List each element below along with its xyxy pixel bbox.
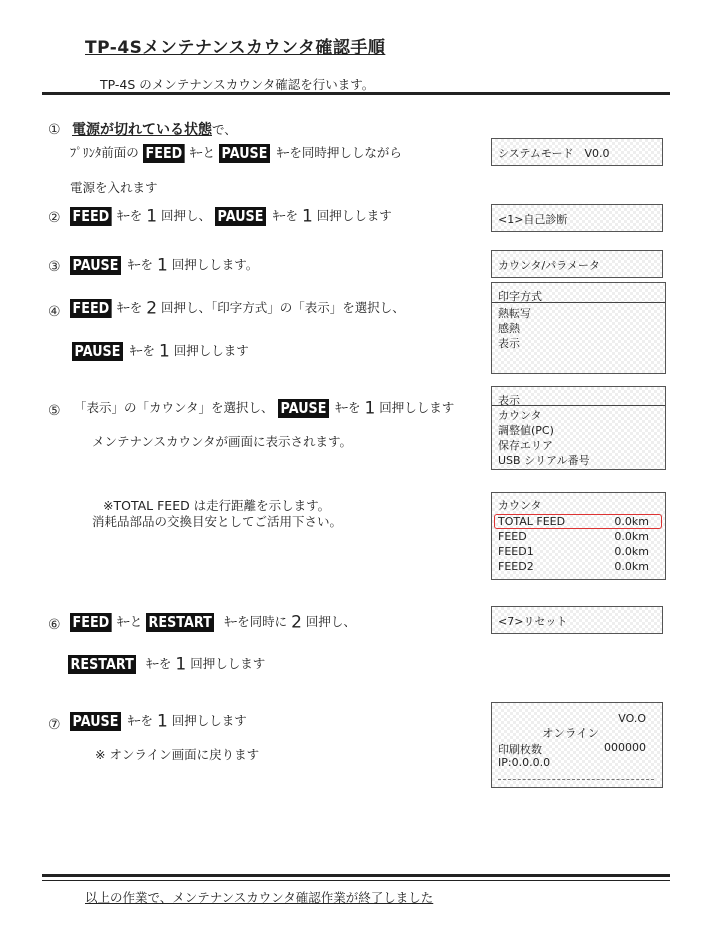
step-1-head-tail: で、 xyxy=(212,122,237,137)
feed-key: FEED xyxy=(143,144,185,163)
step-7-a: ｷｰを xyxy=(127,713,153,728)
step-2-n1: 1 xyxy=(146,206,158,227)
step-3-b: 回押しします。 xyxy=(171,257,259,272)
step-3-text xyxy=(70,255,258,276)
lcd-system-mode-text: システムモード V0.0 xyxy=(498,147,610,160)
lcd-counter-label: FEED xyxy=(498,530,527,543)
pause-key: PAUSE xyxy=(70,256,121,275)
step-6-a: ｷｰと xyxy=(117,614,143,629)
lcd-self-diagnosis xyxy=(491,204,663,232)
step-4-b: 回押し、「印字方式」の「表示」を選択し、 xyxy=(161,300,405,315)
step-3-a: ｷｰを xyxy=(127,257,153,272)
pause-key: PAUSE xyxy=(219,144,270,163)
lcd-counter-value: 0.0km xyxy=(614,545,649,558)
step-2-a: ｷｰを xyxy=(117,208,143,223)
lcd-print-header: 印字方式 xyxy=(498,290,542,303)
lcd-online-divider xyxy=(498,779,654,780)
step-6-number: ⑥ xyxy=(48,617,61,633)
step-2-b: 回押し、 xyxy=(161,208,212,223)
step-1-number: ① xyxy=(48,122,61,138)
lcd-display-item: 保存エリア xyxy=(498,439,553,452)
feed-key: FEED xyxy=(70,299,112,318)
step-5-note-1: ※TOTAL FEED は走行距離を示します。 xyxy=(103,498,331,513)
lcd-online-status: オンライン xyxy=(542,726,600,740)
lcd-reset-text: <7>リセット xyxy=(498,615,568,628)
lcd-print-divider xyxy=(492,302,665,303)
step-2-n2: 1 xyxy=(301,206,313,227)
step-7-line-2: ※ オンライン画面に戻ります xyxy=(95,747,260,762)
intro-text: TP-4S のメンテナンスカウンタ確認を行います。 xyxy=(100,77,375,92)
step-6-n2: 1 xyxy=(175,654,187,675)
step-1-line-2 xyxy=(70,143,402,163)
divider-bottom xyxy=(42,874,670,877)
lcd-online-ip: IP:0.0.0.0 xyxy=(498,756,551,769)
step-4-text-2 xyxy=(72,341,249,362)
lcd-counter xyxy=(491,492,666,580)
step-4-n2: 1 xyxy=(158,341,170,362)
lcd-counter-label: TOTAL FEED xyxy=(498,515,566,528)
step-1-l2a: ﾌﾟﾘﾝﾀ前面の xyxy=(70,145,139,160)
restart-key: RESTART xyxy=(68,655,136,674)
step-5-line-2: メンテナンスカウンタが画面に表示されます。 xyxy=(92,434,353,449)
step-7-n1: 1 xyxy=(156,711,168,732)
step-4-text xyxy=(70,298,405,319)
step-4-a: ｷｰを xyxy=(117,300,143,315)
step-1-l2c: ｷｰを同時押ししながら xyxy=(276,145,402,160)
step-4-n1: 2 xyxy=(146,298,158,319)
step-4-d: 回押しします xyxy=(173,343,249,358)
pause-key: PAUSE xyxy=(70,712,121,731)
pause-key: PAUSE xyxy=(215,207,266,226)
lcd-self-diagnosis-text: <1>自己診断 xyxy=(498,213,568,226)
step-1-head: 電源が切れている状態 xyxy=(72,122,212,138)
lcd-print-item: 感熱 xyxy=(498,322,520,335)
lcd-counter-value: 0.0km xyxy=(614,560,649,573)
lcd-online-version: VO.O xyxy=(618,712,646,725)
lcd-display-item: 調整値(PC) xyxy=(498,424,554,437)
lcd-display-item: カウンタ xyxy=(498,409,542,422)
lcd-print-item: 熱転写 xyxy=(498,307,531,320)
step-5-a: 「表示」の「カウンタ」を選択し、 xyxy=(74,400,274,415)
step-6-text-2 xyxy=(68,654,265,675)
feed-key: FEED xyxy=(70,613,112,632)
step-6-c: 回押し、 xyxy=(305,614,356,629)
step-5-c: 回押しします xyxy=(379,400,455,415)
step-5-text xyxy=(74,398,454,419)
step-4-c: ｷｰを xyxy=(129,343,155,358)
lcd-display-item: USB シリアル番号 xyxy=(498,454,590,467)
step-6-e: 回押しします xyxy=(190,656,266,671)
lcd-counter-header: カウンタ xyxy=(498,499,542,512)
step-5-number: ⑤ xyxy=(48,403,61,419)
lcd-counter-label: FEED2 xyxy=(498,560,534,573)
step-6-b: ｷｰを同時に xyxy=(224,614,288,629)
step-5-n1: 1 xyxy=(364,398,376,419)
pause-key: PAUSE xyxy=(278,399,329,418)
feed-key: FEED xyxy=(70,207,112,226)
step-5-b: ｷｰを xyxy=(335,400,361,415)
footer-text: 以上の作業で、メンテナンスカウンタ確認作業が終了しました xyxy=(85,890,434,905)
step-7-number: ⑦ xyxy=(48,717,61,733)
step-2-number: ② xyxy=(48,210,61,226)
step-3-number: ③ xyxy=(48,259,61,275)
step-2-d: 回押しします xyxy=(316,208,392,223)
lcd-counter-value: 0.0km xyxy=(614,530,649,543)
lcd-display-divider xyxy=(492,405,665,406)
step-1-line-3: 電源を入れます xyxy=(70,180,158,195)
step-1-l2b: ｷｰと xyxy=(189,145,215,160)
divider-top xyxy=(42,92,670,95)
step-6-n1: 2 xyxy=(291,612,302,633)
lcd-print-method xyxy=(491,282,666,374)
step-6-text xyxy=(70,612,356,633)
lcd-display-menu xyxy=(491,386,666,470)
page-title: TP-4Sメンテナンスカウンタ確認手順 xyxy=(85,38,386,58)
lcd-reset xyxy=(491,606,663,634)
lcd-online xyxy=(491,702,663,788)
lcd-display-header: 表示 xyxy=(498,394,520,407)
restart-key: RESTART xyxy=(146,613,214,632)
step-3-n1: 1 xyxy=(156,255,168,276)
lcd-counter-param xyxy=(491,250,663,278)
lcd-counter-label: FEED1 xyxy=(498,545,534,558)
step-5-note-2: 消耗品部品の交換目安としてご活用下さい。 xyxy=(92,514,343,529)
lcd-online-label: 印刷枚数 xyxy=(498,743,542,756)
lcd-print-item: 表示 xyxy=(498,337,520,350)
lcd-online-count: 000000 xyxy=(604,741,646,754)
step-7-text xyxy=(70,711,247,732)
step-1-heading xyxy=(72,119,237,139)
step-2-text xyxy=(70,206,392,227)
lcd-counter-value: 0.0km xyxy=(614,515,649,528)
step-4-number: ④ xyxy=(48,304,61,320)
lcd-system-mode xyxy=(491,138,663,166)
step-6-d: ｷｰを xyxy=(146,656,172,671)
divider-bottom-thin xyxy=(42,880,670,881)
pause-key: PAUSE xyxy=(72,342,123,361)
step-2-c: ｷｰを xyxy=(272,208,298,223)
step-7-b: 回押しします xyxy=(171,713,247,728)
lcd-counter-param-text: カウンタ/パラメータ xyxy=(498,259,600,272)
